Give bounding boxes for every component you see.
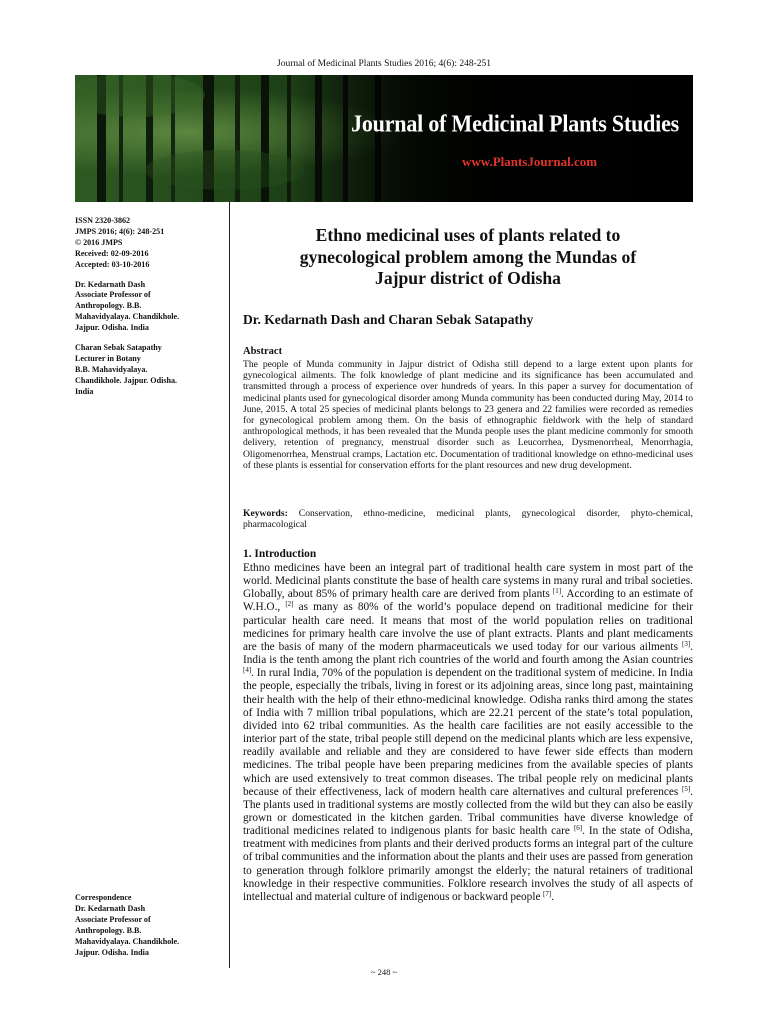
running-head: Journal of Medicinal Plants Studies 2016; 4(6): 248-251 [277,59,491,69]
author1-affiliation: Jajpur. Odisha. India [75,323,149,333]
title-line: gynecological problem among the Mundas of [299,246,637,267]
correspondence-label: Correspondence [75,893,132,902]
citation: [7] [543,889,552,898]
abstract-text: The people of Munda community in Jajpur district of Odisha still depend to a large extent upon plants for gynecological ailments. The folk knowledge of plant medicine and its significance has been accumulated and transmitted through a process of experience over hundreds of years. In this paper a survey for documentation of medicinal plants used for gynecological disorder among Munda community has been conducted during May, 2014 to June, 2015. A total 25 species of medicinal plants belongs to 23 genera and 22 families were recorded as remedies for gynecological problem among them. On the basis of ethnographic fieldwork with the help of standard anthropological methods, it has been revealed that the Munda people uses the plant medicine commonly for smooth delivery, retention of pregnancy, menstrual disorder such as Leucorrhea, Dysmenorrheal, Menorrhagia, Oligomenorrhea, Menstrual cramps, Lactation etc. Documentation of traditional knowledge on ethno-medicinal uses of these plants is essential for conservation efforts for the plant resources and new drug development. [243,359,693,471]
received-date: Received: 02-09-2016 [75,248,149,258]
citation: [3] [682,639,691,648]
keywords-label: Keywords: [243,508,288,519]
article-authors: Dr. Kedarnath Dash and Charan Sebak Satapathy [243,312,534,327]
correspondence-affiliation: Associate Professor of [75,914,151,924]
abstract-heading: Abstract [243,346,283,357]
journal-banner [75,75,693,202]
article-meta [75,216,225,398]
author2-affiliation: India [75,386,94,396]
citation: [5] [682,784,691,793]
keywords-list: Conservation, ethno-medicine, medicinal plants, gynecological disorder, phyto-chemical, pharmacological [243,508,693,531]
keywords [243,508,693,530]
introduction-heading: 1. Introduction [243,548,317,560]
author1-affiliation: Mahavidyalaya. Chandikhole. [75,312,180,322]
column-divider [229,202,230,968]
introduction-text: Ethno medicines have been an integral part of traditional health care system in most part of the world. Medicinal plants constitute the base of health care systems in many rural and tribal societies. Globally, about 85% of primary health care are derived from plants [1]. According to an estimate of W.H.O., [2] as many as 80% of the world’s populace depend on traditional medicine for their particular health care need. It means that most of the world population relies on traditional medicines for primary health care involve the use of plant extracts. Plants and plant medicaments are the basis of many of the modern pharmaceuticals we used today for our various ailments [3]. India is the tenth among the plant rich countries of the world and fourth among the Asian countries [4]. In rural India, 70% of the population is dependent on the traditional system of medicine. In India the people, especially the tribals, living in forest or its adjoining areas, since long past, maintaining their health with the help of their ethno-medicinal knowledge. Odisha ranks third among the states of India with 7 million tribal populations, which are 22.21 percent of the state’s total population, divided into 62 tribal communities. As the health care facilities are not easily accessible to the interior part of the state, tribal people still depend on the medicinal plants which are less expensive, readily available and reliable and they are considered to have fewer side effects than modern medicines. The tribal people have been preparing medicines from the available species of plants which are used extensively to treat common diseases. The tribal people rely on medicinal plants because of their effectiveness, lack of modern health care alternatives and cultural preferences [5]. The plants used in traditional systems are mostly collected from the wild but they can also be easily grown or domesticated in the kitchen garden. Tribal communities have diverse knowledge of traditional medicines related to indigenous plants for basic health care [6]. In the state of Odisha, treatment with medicines from plants and their derived products forms an integral part of the culture of tribal communities and the information about the plants and their uses are passed from generation to generation through folklore primarily amongst the elderly; the natural retainers of traditional knowledge in their respective communities. Folklore research involves the study of all aspects of intellectual and material culture of indigenous or backward people [7]. [243,562,694,903]
page-number: ~ 248 ~ [370,967,398,977]
title-line: Ethno medicinal uses of plants related to [315,225,621,245]
author2-name: Charan Sebak Satapathy [75,343,162,353]
citation: [2] [285,600,294,609]
citation: [6] [573,824,583,833]
issn: ISSN 2320-3862 [75,216,131,225]
author2-affiliation: Chandikhole. Jajpur. Odisha. [75,375,178,385]
author1-affiliation: Associate Professor of [75,290,151,300]
journal-website: www.PlantsJournal.com [462,154,598,169]
journal-name: Journal of Medicinal Plants Studies [351,109,679,137]
accepted-date: Accepted: 03-10-2016 [75,259,150,269]
article-title [243,225,693,290]
forest-image [75,75,693,202]
author2-affiliation: B.B. Mahavidyalaya. [75,364,148,374]
author1-affiliation: Anthropology. B.B. [75,301,142,311]
correspondence-name: Dr. Kedarnath Dash [75,903,146,913]
correspondence-affiliation: Anthropology. B.B. [75,925,142,935]
copyright: © 2016 JMPS [75,237,123,247]
citation: [4] [243,666,252,675]
journal-volume: JMPS 2016; 4(6): 248-251 [75,226,165,236]
author2-affiliation: Lecturer in Botany [75,353,141,363]
correspondence-block [75,893,225,958]
correspondence-affiliation: Mahavidyalaya. Chandikhole. [75,936,180,946]
citation: [1] [552,587,562,596]
author1-name: Dr. Kedarnath Dash [75,279,146,289]
title-line: Jajpur district of Odisha [375,268,561,288]
correspondence-affiliation: Jajpur. Odisha. India [75,947,149,957]
